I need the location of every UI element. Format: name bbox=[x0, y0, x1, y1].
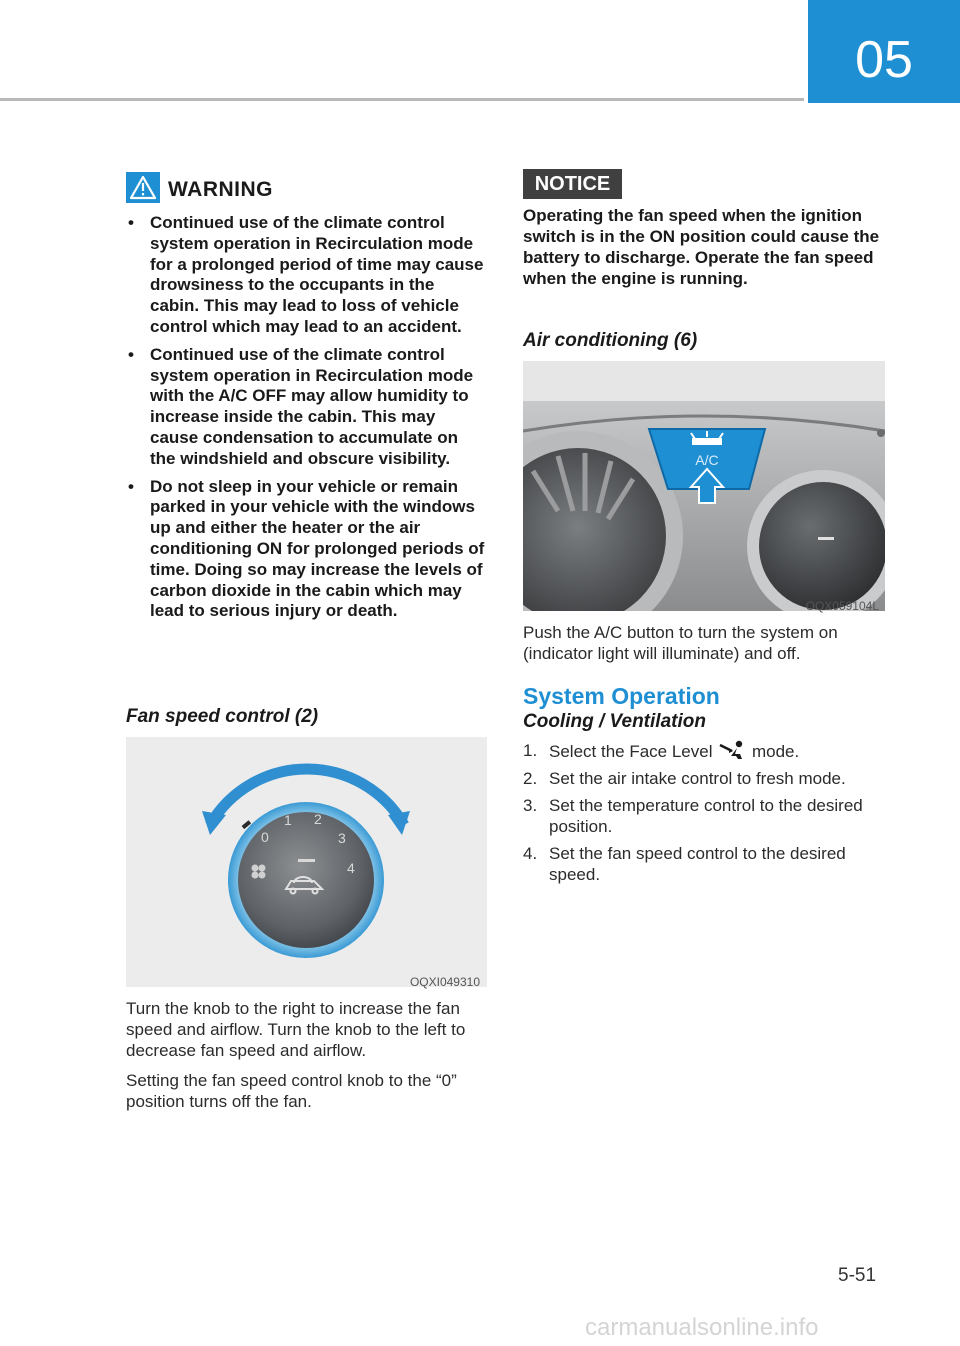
notice-badge: NOTICE bbox=[523, 169, 622, 199]
step-number: 1. bbox=[523, 741, 538, 760]
cooling-ventilation-subtitle: Cooling / Ventilation bbox=[523, 711, 706, 732]
step-item bbox=[523, 795, 885, 837]
step-text: Set the fan speed control to the desired speed. bbox=[549, 844, 846, 884]
face-level-icon bbox=[719, 740, 745, 760]
header-rule bbox=[0, 98, 804, 101]
watermark: carmanualsonline.info bbox=[585, 1314, 819, 1341]
fan-speed-paragraph: Turn the knob to the right to increase the fan speed and airflow. Turn the knob to the left to decrease fan speed and airflow. bbox=[126, 999, 466, 1060]
page-number: 5-51 bbox=[838, 1265, 877, 1286]
ac-figure-code: OQX059104L bbox=[805, 599, 879, 613]
step-item bbox=[523, 768, 885, 789]
warning-item: • Do not sleep in your vehicle or remain parked in your vehicle with the windows up and either the heater or the air conditioning ON for prolonged periods of time. Doing so may increase the levels of carbon dioxide in the cabin which may lead to serious injury or death. bbox=[126, 477, 488, 623]
chapter-number: 05 bbox=[855, 31, 913, 89]
fan-figure-code: OQXI049310 bbox=[409, 975, 480, 989]
dial-label-1: 1 bbox=[284, 812, 292, 828]
ac-button-label: A/C bbox=[695, 452, 719, 468]
step-item bbox=[523, 740, 885, 762]
step-text: mode. bbox=[751, 742, 800, 761]
step-text: Set the temperature control to the desired position. bbox=[549, 796, 863, 836]
fan-speed-figure bbox=[126, 737, 487, 987]
ac-figure bbox=[523, 361, 885, 611]
step-text: Set the air intake control to fresh mode. bbox=[549, 769, 846, 788]
notice-text: Operating the fan speed when the ignition switch is in the ON position could cause the battery to discharge. Operate the fan speed when the engine is running. bbox=[523, 206, 880, 288]
air-conditioning-heading: Air conditioning (6) bbox=[523, 330, 698, 351]
warning-list bbox=[126, 213, 488, 629]
warning-icon bbox=[126, 172, 160, 203]
ac-body: Push the A/C button to turn the system on (indicator light will illuminate) and off. bbox=[523, 623, 838, 663]
dial-label-4: 4 bbox=[347, 860, 355, 876]
step-number: 3. bbox=[523, 796, 538, 815]
dial-label-2: 2 bbox=[314, 811, 322, 827]
dial-label-0: 0 bbox=[261, 829, 269, 845]
warning-item: • Continued use of the climate control system operation in Recirculation mode for a prolonged period of time may cause drowsiness to the occupants in the cabin. This may lead to loss of vehicle control which may lead to an accident. bbox=[126, 213, 488, 338]
step-item bbox=[523, 843, 885, 885]
step-text: Select the Face Level bbox=[549, 742, 713, 761]
fan-speed-heading: Fan speed control (2) bbox=[126, 706, 319, 727]
warning-item: • Continued use of the climate control system operation in Recirculation mode with the A/C OFF may allow humidity to increase inside the cabin. This may cause condensation to accumulate on the windshield and obscure visibility. bbox=[126, 345, 488, 470]
fan-speed-paragraph: Setting the fan speed control knob to the “0” position turns off the fan. bbox=[126, 1071, 457, 1111]
warning-title: WARNING bbox=[168, 178, 273, 201]
ac-panel-illustration bbox=[523, 361, 885, 611]
fan-speed-body bbox=[126, 998, 488, 1121]
step-number: 4. bbox=[523, 844, 538, 863]
fan-knob-illustration bbox=[126, 737, 487, 987]
steps-list bbox=[523, 740, 885, 891]
step-number: 2. bbox=[523, 769, 538, 788]
dial-label-3: 3 bbox=[338, 830, 346, 846]
system-operation-title: System Operation bbox=[523, 683, 720, 709]
